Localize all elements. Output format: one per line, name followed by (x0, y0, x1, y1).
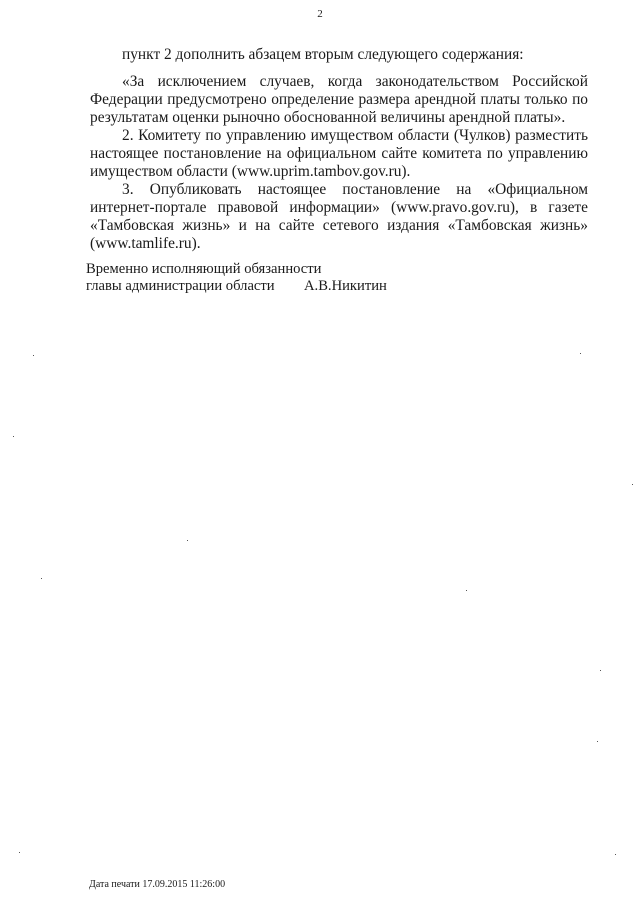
scan-speck (41, 578, 42, 579)
paragraph-intro: пункт 2 дополнить абзацем вторым следующего содержания: (122, 46, 524, 63)
print-date: Дата печати 17.09.2015 11:26:00 (89, 879, 226, 890)
scan-speck (33, 355, 34, 356)
scan-speck (632, 484, 633, 485)
signature-name: А.В.Никитин (304, 278, 387, 294)
scan-speck (13, 436, 14, 437)
page-number: 2 (317, 8, 323, 20)
paragraph-item-2: 2. Комитету по управлению имуществом области (Чулков) разместить настоящее постановление на официальном сайте комитета по управлению имуществом области (www.uprim.tambov.gov.ru). (90, 127, 588, 180)
scan-speck (600, 670, 601, 671)
signature-title-line2: главы администрации области (86, 278, 275, 294)
scan-speck (466, 590, 467, 591)
scan-speck (615, 854, 616, 855)
scan-speck (580, 353, 581, 354)
scan-speck (597, 741, 598, 742)
scan-speck (19, 852, 20, 853)
paragraph-item-3: 3. Опубликовать настоящее постановление на «Официальном интернет-портале правовой информации» (www.pravo.gov.ru), в газете «Тамбовская жизнь» и на сайте сетевого издания «Тамбовская жизнь» (www.tamlife.ru). (90, 181, 588, 252)
paragraph-quote: «За исключением случаев, когда законодательством Российской Федерации предусмотрено определение размера арендной платы только по результатам оценки рыночно обоснованной величины арендной платы». (90, 73, 588, 126)
signature-title-line1: Временно исполняющий обязанности (86, 261, 322, 277)
scan-speck (187, 540, 188, 541)
